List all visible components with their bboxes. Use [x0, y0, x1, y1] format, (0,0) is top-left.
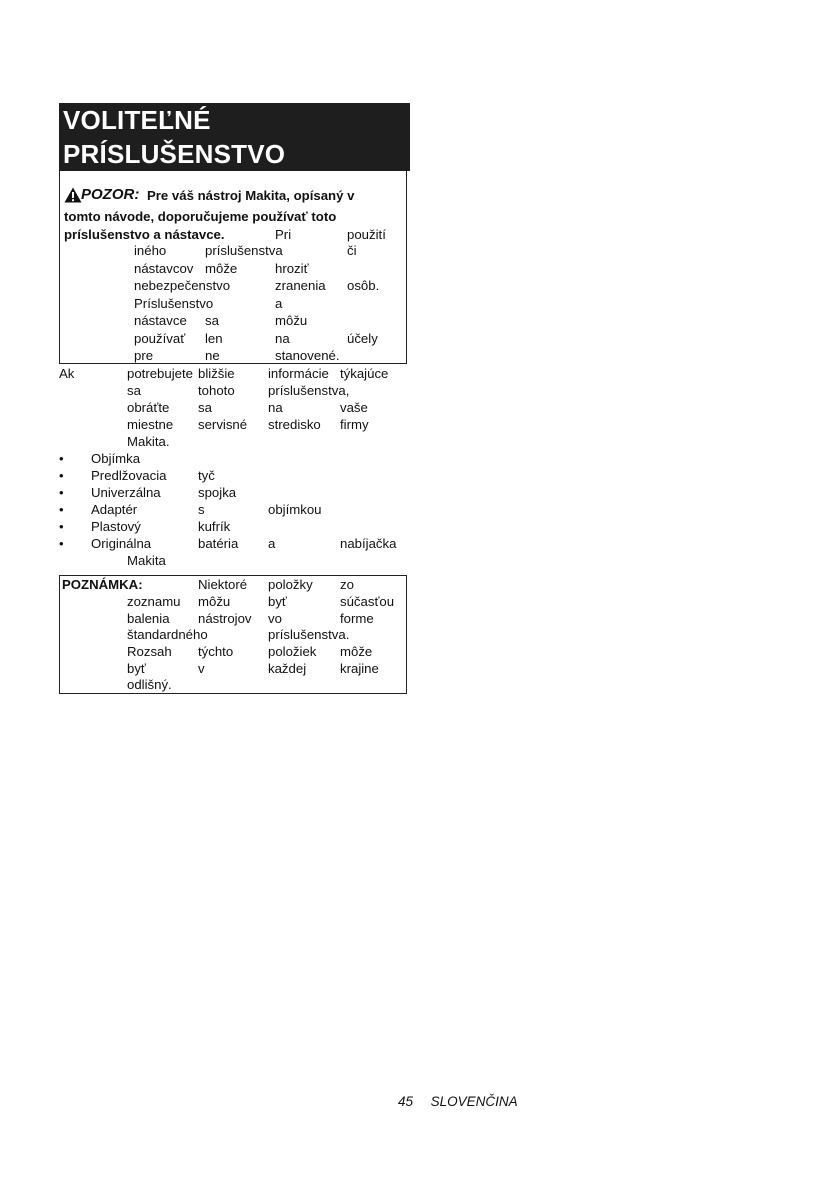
caution-word: len: [205, 331, 223, 346]
info-word: príslušenstva,: [268, 383, 350, 398]
note-word: v: [198, 661, 205, 676]
caution-word: a: [275, 296, 283, 311]
list-item: Predlžovacia: [91, 468, 167, 483]
note-word: položiek: [268, 644, 317, 659]
list-item-word: objímkou: [268, 502, 322, 517]
list-item: Adaptér: [91, 502, 138, 517]
caution-word: hroziť: [275, 261, 309, 276]
caution-word: Pri: [275, 227, 292, 242]
caution-word: ne: [205, 348, 220, 363]
info-word: firmy: [340, 417, 369, 432]
note-word: nástrojov: [198, 611, 252, 626]
note-word: položky: [268, 577, 313, 592]
note-word: byť: [268, 594, 287, 609]
info-word: vaše: [340, 400, 368, 415]
info-word: Makita.: [127, 434, 170, 449]
list-item-word: a: [268, 536, 276, 551]
info-word: potrebujete: [127, 366, 193, 381]
note-label: POZNÁMKA:: [62, 577, 143, 592]
bullet: •: [59, 536, 64, 551]
info-word: tohoto: [198, 383, 235, 398]
list-item: Objímka: [91, 451, 141, 466]
caution-word: sa: [205, 313, 219, 328]
list-item: Plastový: [91, 519, 141, 534]
language-label: SLOVENČINA: [430, 1094, 518, 1109]
caution-line-1: Pre váš nástroj Makita, opísaný v: [147, 188, 355, 203]
bullet: •: [59, 485, 64, 500]
note-word: Rozsah: [127, 644, 172, 659]
caution-word: používať: [134, 331, 186, 346]
info-word: Ak: [59, 366, 75, 381]
note-word: zoznamu: [127, 594, 181, 609]
caution-word: Príslušenstvo: [134, 296, 214, 311]
list-item-word: batéria: [198, 536, 239, 551]
info-word: miestne: [127, 417, 174, 432]
caution-word: príslušenstva: [205, 243, 283, 258]
info-word: sa: [198, 400, 212, 415]
note-word: vo: [268, 611, 282, 626]
section-heading: [59, 103, 410, 171]
caution-word: zranenia: [275, 278, 326, 293]
note-word: odlišný.: [127, 677, 172, 692]
info-word: servisné: [198, 417, 248, 432]
caution-word: použití: [347, 227, 386, 242]
list-item: Originálna: [91, 536, 152, 551]
note-word: súčasťou: [340, 594, 395, 609]
caution-word: môže: [205, 261, 238, 276]
list-item-word: tyč: [198, 468, 215, 483]
caution-word: stanovené.: [275, 348, 340, 363]
list-item: Univerzálna: [91, 485, 161, 500]
note-word: zo: [340, 577, 354, 592]
caution-word: môžu: [275, 313, 308, 328]
note-box: [59, 575, 407, 694]
caution-line-3: príslušenstvo a nástavce.: [64, 227, 225, 242]
caution-word: či: [347, 243, 357, 258]
list-item-word: Makita: [127, 553, 166, 568]
note-word: krajine: [340, 661, 379, 676]
caution-word: osôb.: [347, 278, 380, 293]
page-footer: [398, 1094, 518, 1109]
bullet: •: [59, 468, 64, 483]
bullet: •: [59, 502, 64, 517]
bullet: •: [59, 451, 64, 466]
bullet: •: [59, 519, 64, 534]
caution-word: na: [275, 331, 290, 346]
caution-word: nástavce: [134, 313, 187, 328]
info-word: na: [268, 400, 283, 415]
info-word: týkajúce: [340, 366, 389, 381]
note-word: forme: [340, 611, 374, 626]
info-word: sa: [127, 383, 141, 398]
note-word: týchto: [198, 644, 234, 659]
list-item-word: spojka: [198, 485, 237, 500]
heading-line-2: PRÍSLUŠENSTVO: [63, 139, 286, 169]
note-word: môže: [340, 644, 373, 659]
caution-word: pre: [134, 348, 154, 363]
note-word: príslušenstva.: [268, 627, 350, 642]
note-word: byť: [127, 661, 146, 676]
caution-line-2: tomto návode, doporučujeme používať toto: [64, 209, 337, 224]
note-word: Niektoré: [198, 577, 248, 592]
caution-label: POZOR:: [81, 186, 140, 203]
list-item-word: kufrík: [198, 519, 231, 534]
list-item-word: nabíjačka: [340, 536, 397, 551]
caution-word: účely: [347, 331, 378, 346]
info-word: bližšie: [198, 366, 235, 381]
caution-word: iného: [134, 243, 167, 258]
note-word: balenia: [127, 611, 170, 626]
info-word: obráťte: [127, 400, 170, 415]
note-word: každej: [268, 661, 307, 676]
heading-line-1: VOLITEĽNÉ: [63, 105, 211, 135]
note-word: môžu: [198, 594, 231, 609]
page-number: 45: [398, 1094, 414, 1109]
note-word: štandardného: [127, 627, 208, 642]
caution-word: nebezpečenstvo: [134, 278, 231, 293]
list-item-word: s: [198, 502, 205, 517]
info-word: stredisko: [268, 417, 321, 432]
caution-word: nástavcov: [134, 261, 194, 276]
warning-icon: [64, 187, 82, 203]
info-word: informácie: [268, 366, 329, 381]
